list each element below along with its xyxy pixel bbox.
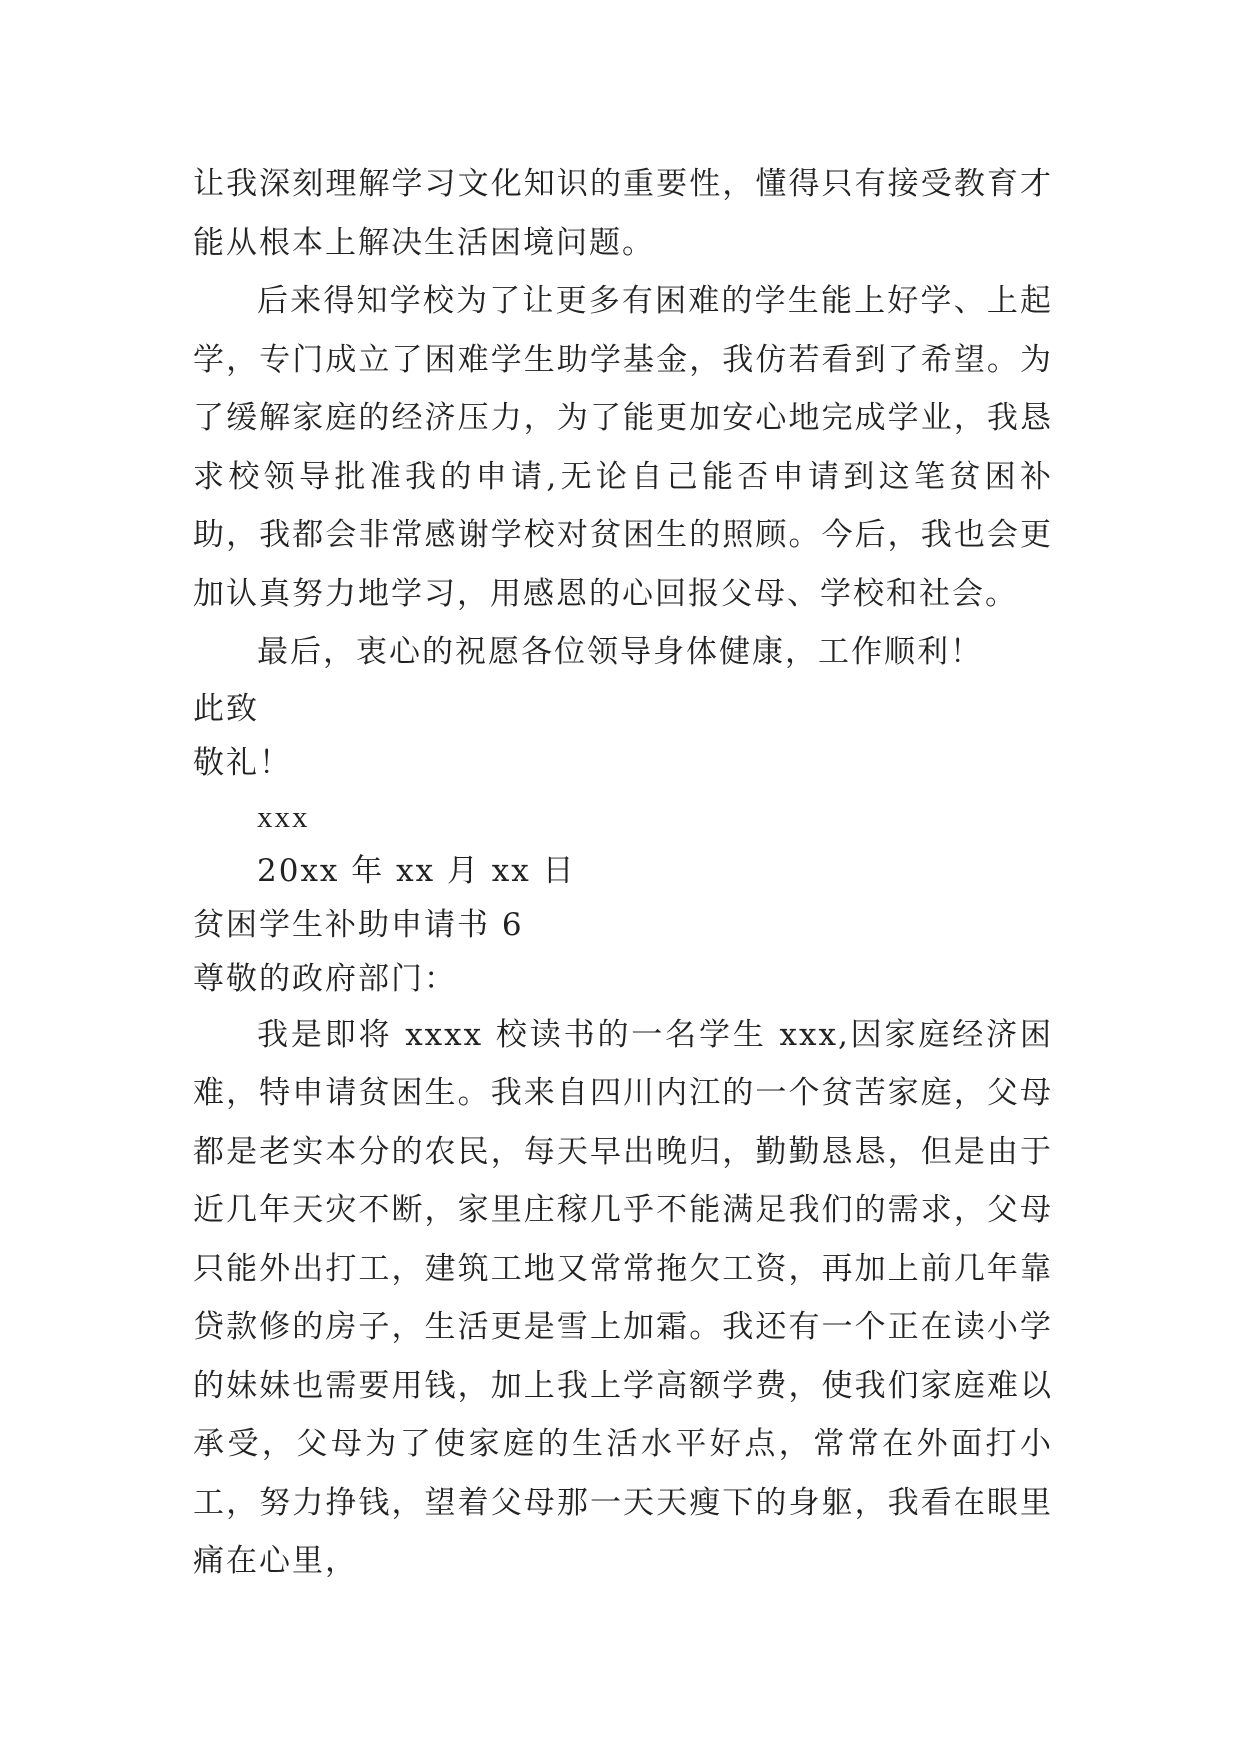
signature-name: xxx <box>257 798 310 834</box>
signature-date: 20xx 年 xx 月 xx 日 <box>257 852 576 889</box>
paragraph-wishes: 最后，衷心的祝愿各位领导身体健康，工作顺利！ <box>257 634 983 670</box>
paragraph-continuation: 让我深刻理解学习文化知识的重要性，懂得只有接受教育才能从根本上解决生活困境问题。 <box>193 166 1053 261</box>
document-body <box>193 155 1053 1591</box>
paragraph-fund-request: 后来得知学校为了让更多有困难的学生能上好学、上起学，专门成立了困难学生助学基金，我仿若看到了希望。为了缓解家庭的经济压力，为了能更加安心地完成学业，我恳求校领导批准我的申请,无论自己能否申请到这笔贫困补助，我都会非常感谢学校对贫困生的照顾。今后，我也会更加认真努力地学习，用感恩的心回报父母、学校和社会。 <box>193 283 1053 612</box>
closing-line-1: 此致 <box>193 690 259 727</box>
salutation: 尊敬的政府部门： <box>193 960 457 997</box>
section-title: 贫困学生补助申请书 6 <box>193 906 524 943</box>
paragraph-family-situation: 我是即将 xxxx 校读书的一名学生 xxx,因家庭经济困难，特申请贫困生。我来自四川内江的一个贫苦家庭，父母都是老实本分的农民，每天早出晚归，勤勤恳恳，但是由于近几年天灾不断，家里庄稼几乎不能满足我们的需求，父母只能外出打工，建筑工地又常常拖欠工资，再加上前几年靠贷款修的房子，生活更是雪上加霜。我还有一个正在读小学的妹妹也需要用钱，加上我上学高额学费，使我们家庭难以承受，父母为了使家庭的生活水平好点，常常在外面打小工，努力挣钱，望着父母那一天天瘦下的身躯，我看在眼里痛在心里， <box>193 1016 1053 1579</box>
closing-line-2: 敬礼！ <box>193 744 292 781</box>
